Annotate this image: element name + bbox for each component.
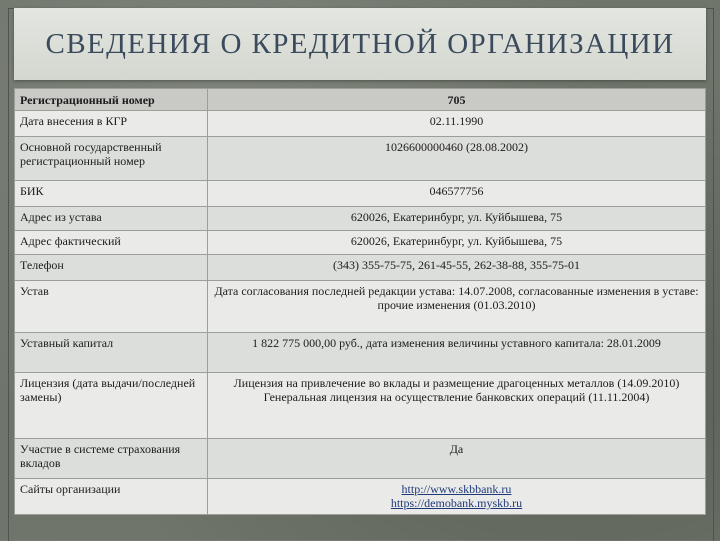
row-value: 1026600000460 (28.08.2002) (208, 137, 706, 181)
row-label: Адрес фактический (15, 231, 208, 255)
row-label: Сайты организации (15, 479, 208, 515)
license-line: Лицензия на привлечение во вклады и размещение драгоценных металлов (14.09.2010) (233, 376, 680, 390)
title-bar (14, 8, 706, 80)
row-label: Участие в системе страхования вкладов (15, 439, 208, 479)
table-row-authorized-capital (15, 333, 706, 373)
table-row-bik (15, 181, 706, 207)
row-label: Дата внесения в КГР (15, 111, 208, 137)
row-value: 02.11.1990 (208, 111, 706, 137)
row-label: Адрес из устава (15, 207, 208, 231)
row-label: Телефон (15, 255, 208, 281)
table-row-charter (15, 281, 706, 333)
row-label: Лицензия (дата выдачи/последней замены) (15, 373, 208, 439)
table-row-websites (15, 479, 706, 515)
row-value: Дата согласования последней редакции устава: 14.07.2008, согласованные изменения в уставе: прочие изменения (01.03.2010) (208, 281, 706, 333)
row-value (208, 479, 706, 515)
row-label: Уставный капитал (15, 333, 208, 373)
row-label: Устав (15, 281, 208, 333)
row-value: 046577756 (208, 181, 706, 207)
table-row-kgr-date (15, 111, 706, 137)
website-link[interactable]: http://www.skbbank.ru (401, 482, 512, 496)
organization-info-table (14, 88, 706, 515)
row-label: Основной государственный регистрационный номер (15, 137, 208, 181)
table-row-ogrn (15, 137, 706, 181)
row-value (208, 373, 706, 439)
website-link[interactable]: https://demobank.myskb.ru (390, 496, 523, 510)
row-value: (343) 355-75-75, 261-45-55, 262-38-88, 355-75-01 (208, 255, 706, 281)
table-row-license (15, 373, 706, 439)
row-value: 705 (208, 89, 706, 111)
table-row-actual-address (15, 231, 706, 255)
table-row-phone (15, 255, 706, 281)
row-label: БИК (15, 181, 208, 207)
table-row-registration-number (15, 89, 706, 111)
row-value: Да (208, 439, 706, 479)
row-value: 1 822 775 000,00 руб., дата изменения величины уставного капитала: 28.01.2009 (208, 333, 706, 373)
table-row-deposit-insurance (15, 439, 706, 479)
row-value: 620026, Екатеринбург, ул. Куйбышева, 75 (208, 231, 706, 255)
table-row-charter-address (15, 207, 706, 231)
row-label: Регистрационный номер (15, 89, 208, 111)
row-value: 620026, Екатеринбург, ул. Куйбышева, 75 (208, 207, 706, 231)
page-title: СВЕДЕНИЯ О КРЕДИТНОЙ ОРГАНИЗАЦИИ (45, 27, 675, 60)
license-line: Генеральная лицензия на осуществление банковских операций (11.11.2004) (263, 390, 650, 404)
